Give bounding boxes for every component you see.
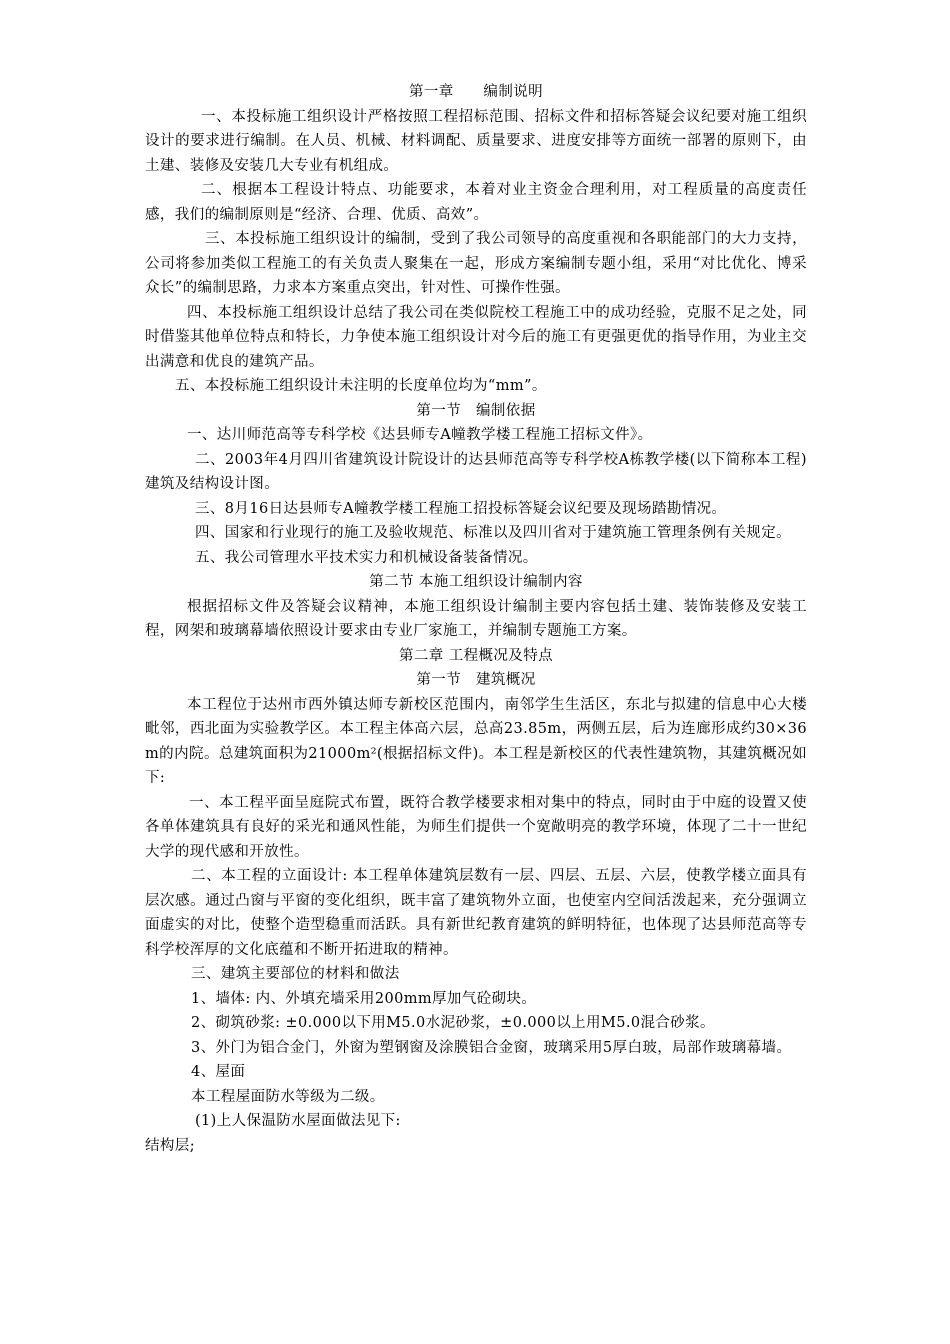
paragraph: 4、屋面: [191, 1064, 246, 1080]
paragraph: 一、本投标施工组织设计严格按照工程招标范围、招标文件和招标答疑会议纪要对施工组织设计的要求进行编制。在人员、机械、材料调配、质量要求、进度安排等方面统一部署的原则下，由土建、装修及安装几大专业有机组成。: [145, 108, 807, 174]
paragraph: 四、本投标施工组织设计总结了我公司在类似院校工程施工中的成功经验，克服不足之处，同时借鉴其他单位特点和特长，力争使本施工组织设计对今后的施工有更强更优的指导作用，为业主交出满意和优良的建筑产品。: [145, 304, 807, 370]
paragraph: 一、达川师范高等专科学校《达县师专A幢教学楼工程施工招标文件》。: [187, 427, 653, 443]
paragraph: 二、2003年4月四川省建筑设计院设计的达县师范高等专科学校A栋教学楼(以下简称本工程)建筑及结构设计图。: [145, 451, 807, 492]
paragraph: 四、国家和行业现行的施工及验收规范、标准以及四川省对于建筑施工管理条例有关规定。: [195, 525, 791, 541]
section-heading: 第一节 建筑概况: [416, 672, 536, 688]
paragraph: 二、本工程的立面设计: 本工程单体建筑层数有一层、四层、五层、六层，使教学楼立面具有层次感。通过凸窗与平窗的变化组织，既丰富了建筑物外立面，也使室内空间活泼起来，充分强调立面虚实的对比，使整个造型稳重而活跃。具有新世纪教育建筑的鲜明特征，也体现了达县师范高等专科学校浑厚的文化底蕴和不断开拓进取的精神。: [145, 868, 807, 958]
paragraph: 3、外门为铝合金门，外窗为塑钢窗及涂膜铝合金窗，玻璃采用5厚白玻，局部作玻璃幕墙。: [191, 1039, 792, 1056]
paragraph: 二、根据本工程设计特点、功能要求，本着对业主资金合理利用，对工程质量的高度责任感，我们的编制原则是“经济、合理、优质、高效”。: [145, 182, 807, 223]
chapter-1-heading: 第一章 编制说明: [408, 84, 544, 100]
paragraph: 五、本投标施工组织设计未注明的长度单位均为“mm”。: [175, 378, 547, 394]
paragraph: 本工程位于达州市西外镇达师专新校区范围内，南邻学生生活区，东北与拟建的信息中心大楼毗邻，西北面为实验教学区。本工程主体高六层，总高23.85m，两侧五层，后为连廊形成约30×36 m的内院。总建筑面积为21000m²(根据招标文件)。本工程是新校区的代表性建筑物，其建筑概况如下:: [145, 696, 807, 786]
section-heading: 第一节 编制依据: [416, 402, 536, 419]
paragraph: 三、建筑主要部位的材料和做法: [191, 966, 400, 982]
paragraph: 2、砌筑砂浆: ±0.000以下用M5.0水泥砂浆，±0.000以上用M5.0混合砂浆。: [191, 1015, 715, 1031]
paragraph: (1)上人保温防水屋面做法见下:: [195, 1113, 401, 1129]
paragraph: 根据招标文件及答疑会议精神，本施工组织设计编制主要内容包括土建、装饰装修及安装工程，网架和玻璃幕墙依照设计要求由专业厂家施工，并编制专题施工方案。: [145, 598, 807, 639]
paragraph: 五、我公司管理水平技术实力和机械设备装备情况。: [195, 549, 538, 566]
section-heading: 第二节 本施工组织设计编制内容: [369, 574, 583, 590]
paragraph: 1、墙体: 内、外填充墙采用200mm厚加气砼砌块。: [191, 990, 537, 1007]
paragraph: 三、本投标施工组织设计的编制，受到了我公司领导的高度重视和各职能部门的大力支持，公司将参加类似工程施工的有关负责人聚集在一起，形成方案编制专题小组，采用“对比优化、博采众长”的编制思路，力求本方案重点突出，针对性、可操作性强。: [145, 231, 807, 296]
paragraph: 结构层;: [145, 1137, 195, 1154]
paragraph: 三、8月16日达县师专A幢教学楼工程施工招投标答疑会议纪要及现场踏勘情况。: [195, 500, 727, 517]
chapter-2-heading: 第二章 工程概况及特点: [398, 647, 553, 664]
document-body: [145, 80, 807, 1158]
paragraph: 本工程屋面防水等级为二级。: [191, 1088, 385, 1105]
paragraph: 一、本工程平面呈庭院式布置，既符合教学楼要求相对集中的特点，同时由于中庭的设置又使各单体建筑具有良好的采光和通风性能，为师生们提供一个宽敞明亮的教学环境，体现了二十一世纪大学的现代感和开放性。: [145, 794, 807, 860]
